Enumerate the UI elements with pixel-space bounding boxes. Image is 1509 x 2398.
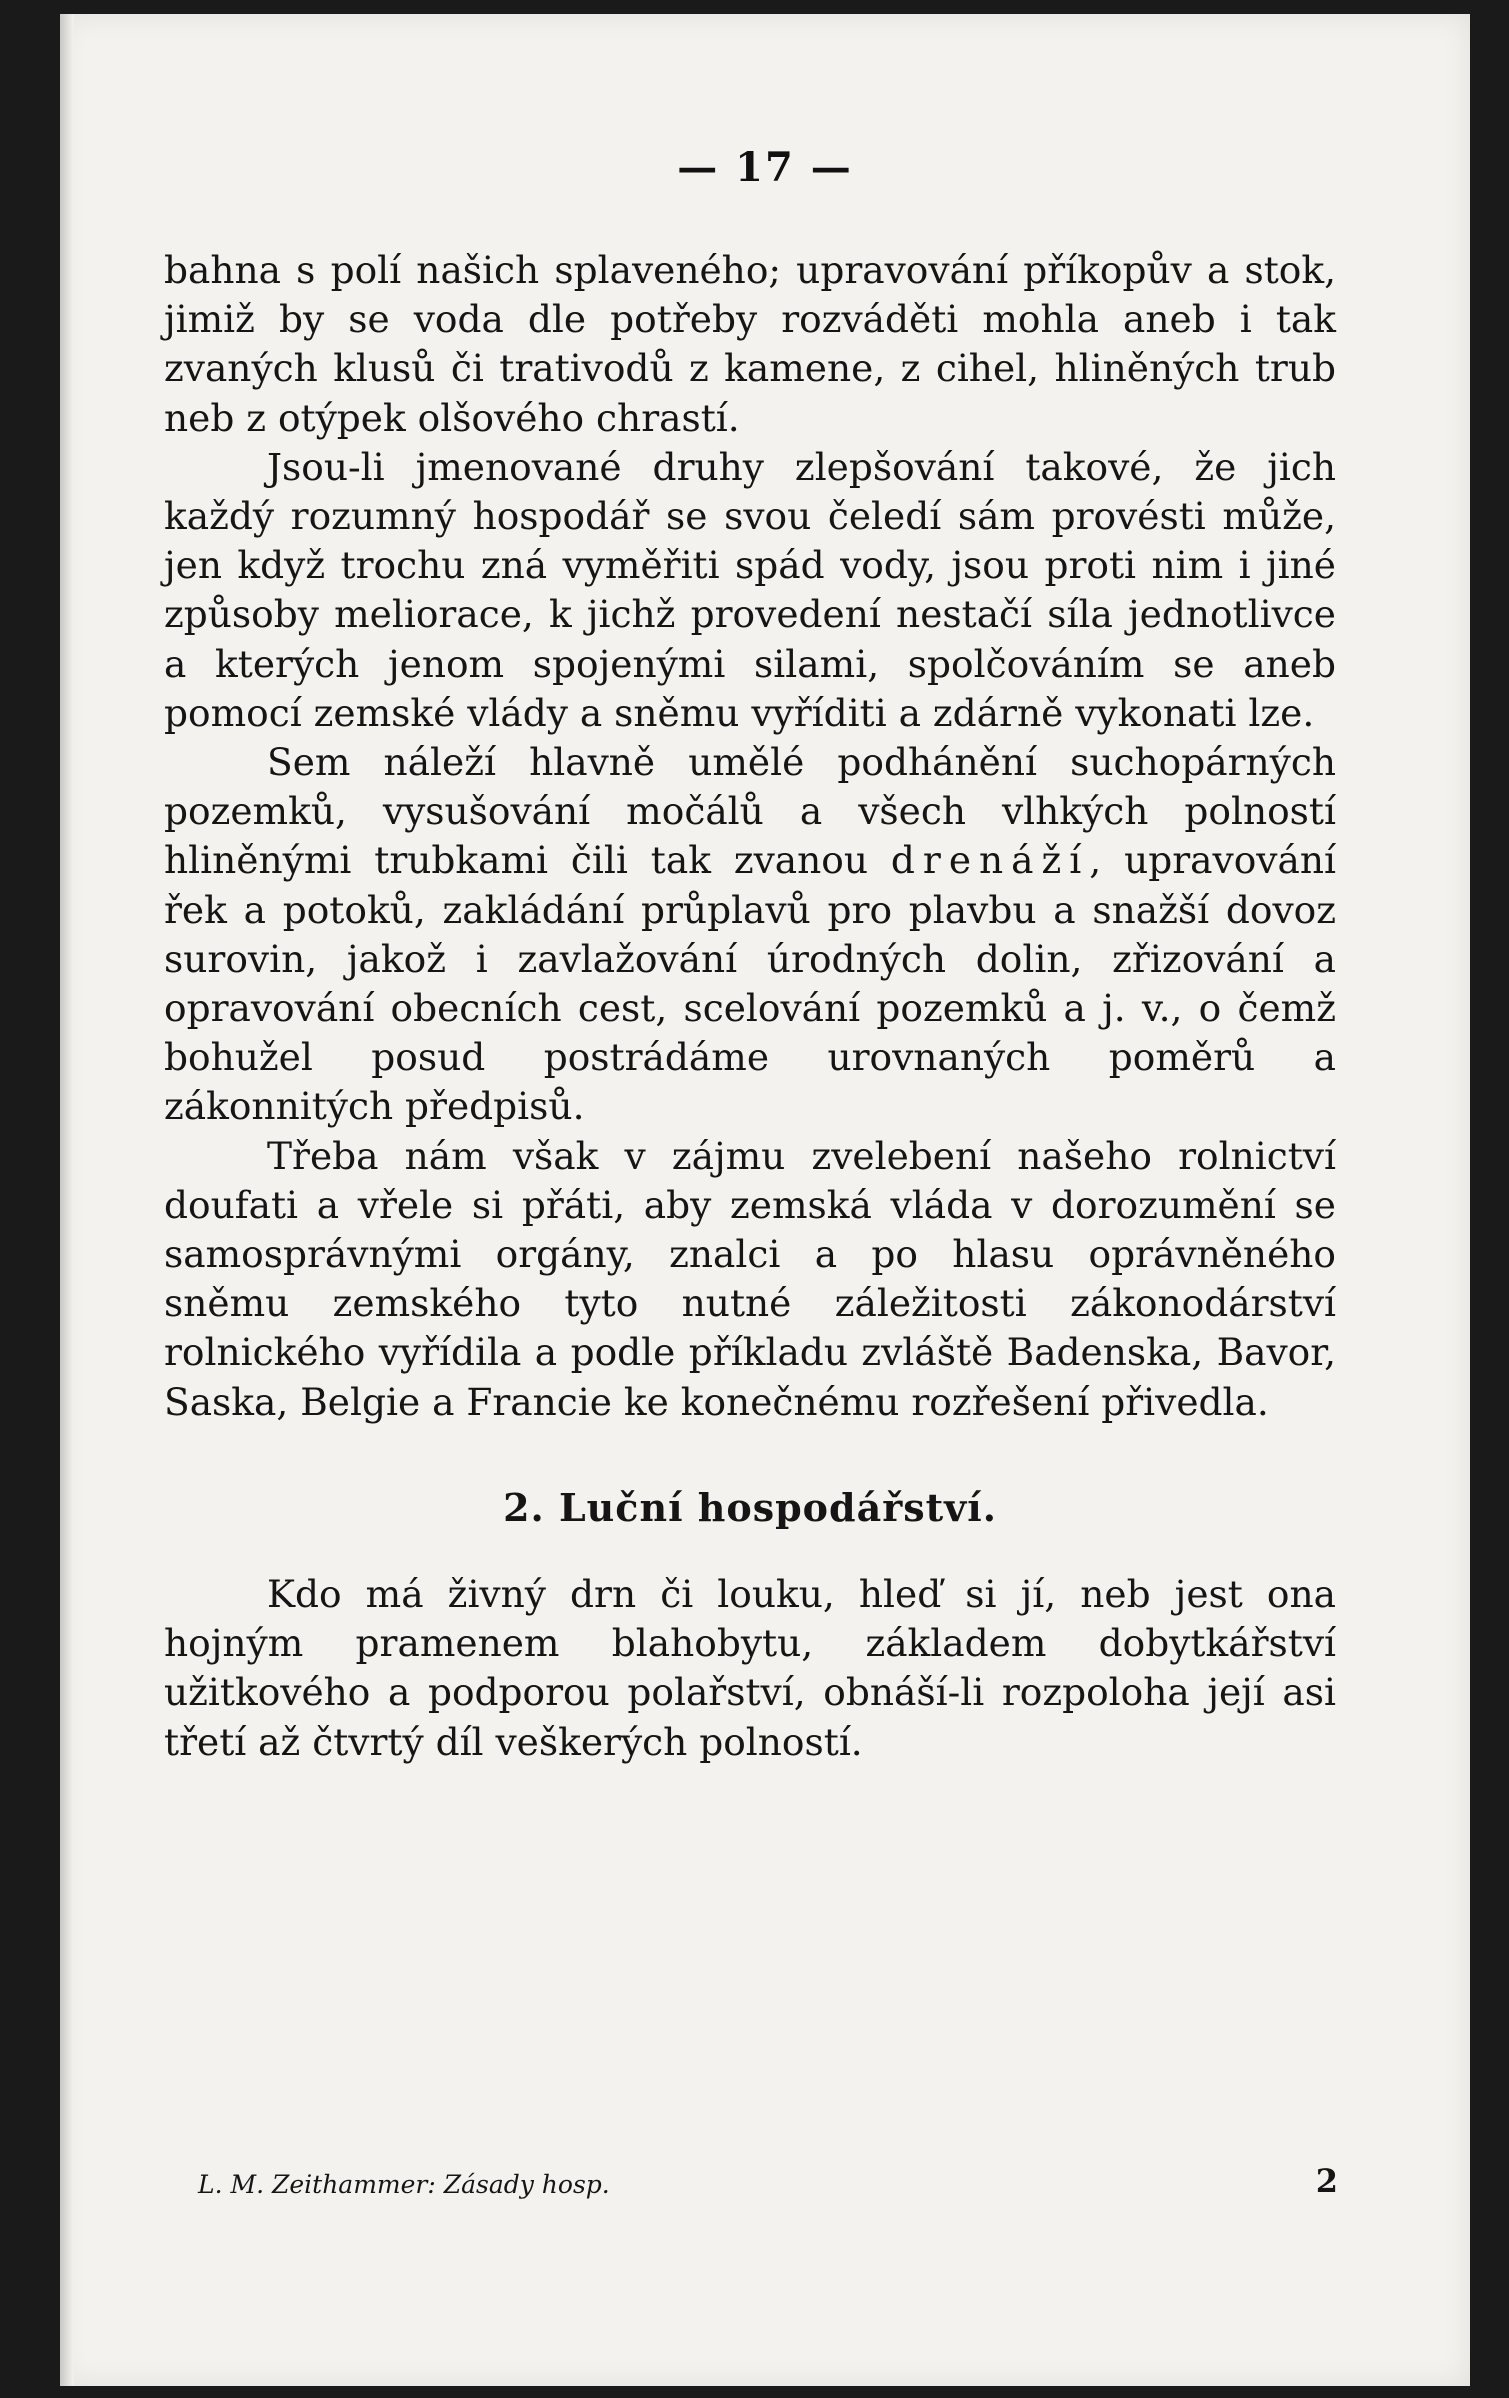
book-page xyxy=(60,14,1470,2386)
paragraph-3-part-a: Sem náleží hlavně umělé podhánění suchopárných pozemků, vysušování močálů a všech vlhkých polností hliněnými trubkami čili tak zvanou xyxy=(164,740,1336,883)
paragraph-3-part-b: , upravování řek a potoků, zakládání průplavů pro plavbu a snažší dovoz surovin, jakož i zavlažování úrodných dolin, zřizování a opravování obecních cest, scelování pozemků a j. v., o čemž bohužel posud postrádáme urovnaných poměrů a zákonnitých předpisů. xyxy=(164,838,1336,1129)
page-footer xyxy=(198,2162,1338,2200)
paragraph-1: bahna s polí našich splaveného; upravování příkopův a stok, jimiž by se voda dle potřeby rozváděti mohla aneb i tak zvaných klusů či trativodů z kamene, z cihel, hliněných trub neb z otýpek olšového chrastí. xyxy=(164,248,1336,440)
page-spine-shadow xyxy=(60,14,74,2386)
page-number: — 17 — xyxy=(677,144,853,191)
paragraph-2: Jsou-li jmenované druhy zlepšování takové, že jich každý rozumný hospodář se svou čeledí sám provésti může, jen když trochu zná vyměřiti spád vody, jsou proti nim i jiné způsoby meliorace, k jichž provedení nestačí síla jednotlivce a kterých jenom spojenými silami, spolčováním se aneb pomocí zemské vlády a sněmu vyříditi a zdárně vykonati lze. xyxy=(164,444,1336,735)
paragraph-4: Třeba nám však v zájmu zvelebení našeho rolnictví doufati a vřele si přáti, aby zemská vláda v dorozumění se samosprávnými orgány, znalci a po hlasu oprávněného sněmu zemského tyto nutné záležitosti zákonodárství rolnického vyřídila a podle příkladu zvláště Badenska, Bavor, Saska, Belgie a Francie ke konečnému rozřešení přivedla. xyxy=(164,1133,1336,1424)
section-heading: 2. Luční hospodářství. xyxy=(503,1484,997,1530)
page-body xyxy=(164,246,1336,1767)
spaced-term-drenaz: drenáží xyxy=(890,838,1090,883)
footer-signature: L. M. Zeithammer: Zásady hosp. xyxy=(198,2170,610,2199)
sheet-number: 2 xyxy=(1315,2162,1338,2200)
paragraph-5: Kdo má živný drn či louku, hleď si jí, neb jest ona hojným pramenem blahobytu, základem dobytkářství užitkového a podporou polařství, obnáší-li rozpoloha její asi třetí až čtvrtý díl veškerých polností. xyxy=(164,1572,1336,1764)
paragraph-3 xyxy=(164,738,1336,1132)
